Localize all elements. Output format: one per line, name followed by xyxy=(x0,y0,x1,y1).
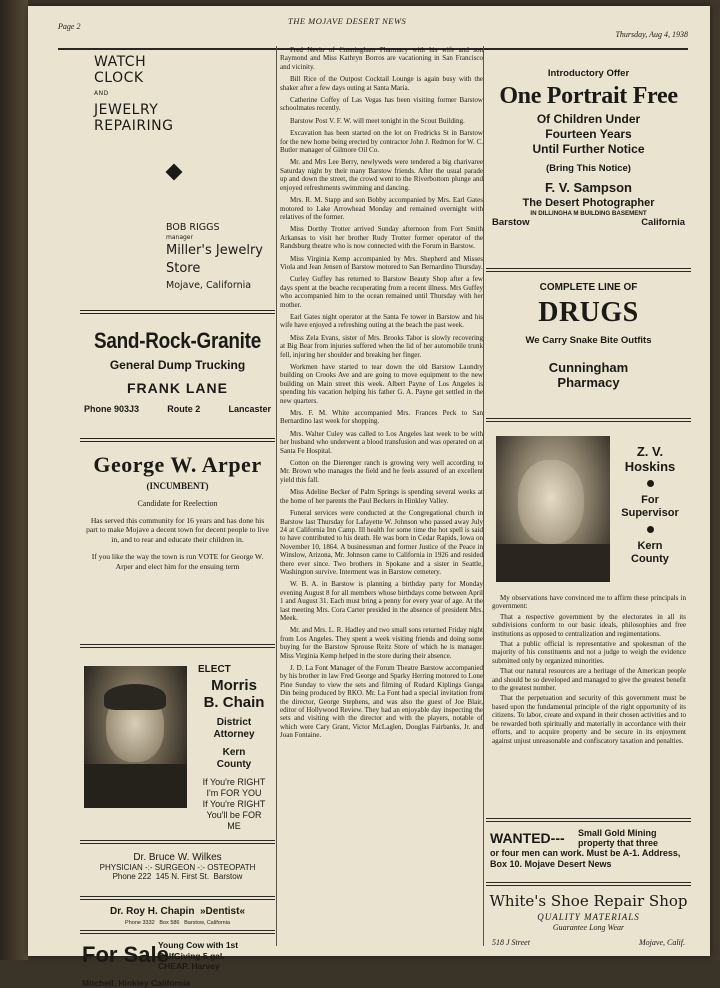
hoskins-platform xyxy=(492,594,686,747)
jewelry-store1: Miller's Jewelry xyxy=(166,243,263,258)
forsale-ad xyxy=(80,930,275,988)
news-item: Bill Rice of the Outpost Cocktail Lounge is again busy with the shaker after a few days outing at Santa Maria. xyxy=(280,75,483,92)
hoskins-office xyxy=(612,494,688,520)
portrait-offer xyxy=(486,112,691,157)
jewelry-store2: Store xyxy=(166,261,201,276)
wilkes-city: Barstow xyxy=(213,872,243,881)
sandrock-route: Route 2 xyxy=(167,404,201,414)
forsale-details xyxy=(158,940,276,972)
portrait-line1: Of Children Under xyxy=(536,112,641,126)
page-number: Page 2 xyxy=(58,22,81,31)
news-item: Cotton on the Dierenger ranch is growing very well according to Mr. Brown who manages the field and he feels assured of an excellent yield this fall. xyxy=(280,459,483,484)
shoe-city: Mojave, Calif. xyxy=(639,938,685,947)
drugs-name1: Cunningham xyxy=(548,360,629,375)
portrait-city: Barstow xyxy=(492,217,530,228)
chain-title2: Attorney xyxy=(213,729,255,740)
portrait-intro: Introductory Offer xyxy=(547,68,630,79)
hoskins-county2: County xyxy=(631,553,669,565)
news-item: Mrs. Walter Culey was called to Los Angeles last week to be with her husband who underwent a blood transfusion and was operated on at Santa Fe Hospital. xyxy=(280,429,483,455)
news-item: Mrs. F. M. White accompanied Mrs. Frances Peck to San Bernardino last week for shopping. xyxy=(280,409,483,426)
wilkes-profession: PHYSICIAN -:- SURGEON -:- OSTEOPATH xyxy=(99,863,256,872)
issue-date: Thursday, Aug 4, 1938 xyxy=(615,30,688,39)
hoskins-p5: That the perpetuation and security of this government must be based upon the fundamental principle of the right opportunity of its citizens. To labor, create and expand in their chosen activities and to be rewarded both spiritually and materially in accordance with their efforts, and to acquire property and be secure in its enjoyment against unjust unreasonable and confiscatory taxation and penalties. xyxy=(492,694,686,745)
bullet-icon xyxy=(647,480,654,487)
shoe-address: 518 J Street xyxy=(492,938,530,947)
jewelry-owner-title: manager xyxy=(166,234,193,241)
arper-ad xyxy=(80,438,275,642)
chapin-city: Barstow, California xyxy=(184,920,230,926)
news-item: Earl Gates night operator at the Santa Fe tower in Barstow and his wife have enjoyed a refreshing outing at the beach the past week. xyxy=(280,312,483,330)
chapin-name: Dr. Roy H. Chapin xyxy=(109,906,195,917)
sandrock-headline: Sand-Rock-Granite xyxy=(93,328,261,353)
hoskins-suit xyxy=(496,544,610,582)
chain-portrait-photo xyxy=(84,666,187,808)
hoskins-county xyxy=(612,540,688,566)
drugs-store xyxy=(486,360,691,390)
news-item: Mr. and Mrs Lee Berry, newlyweds were tendered a big charivaree Saturday night by their many Barstow friends. After the usual parade up and down the street, the crowd went to the Riverbottom plunge and enjoyed refreshments swimming and dancing. xyxy=(280,158,483,192)
shoe-guarantee: Guarantee Long Wear xyxy=(552,923,625,932)
hoskins-p3: That a public official is representative and spokesman of the majority of his constituents and not a judge to weigh the evidence submitted only by organized minorities. xyxy=(492,640,686,665)
sandrock-ad xyxy=(80,310,275,436)
chain-county xyxy=(194,747,274,771)
forsale-line4: Mitchell, Hinkley California xyxy=(82,978,191,988)
jewelry-store-name xyxy=(166,242,263,278)
jewelry-ad xyxy=(80,50,275,304)
hoskins-county1: Kern xyxy=(637,540,663,552)
news-item: Miss Virginia Kemp accompanied by Mrs. Shepherd and Misses Viola and Jean Jensen of Barstow motored to San Bernardino Thursday. xyxy=(280,254,483,271)
news-item: Mrs. R. M. Stapp and son Bobby accompanied by Mrs. Earl Gates motored to Lake Arrowhead Monday and remained overnight with relatives of the former. xyxy=(280,196,483,221)
chain-county1: Kern xyxy=(222,747,246,758)
hoskins-portrait-photo xyxy=(496,436,610,582)
news-item: Curley Guffey has returned to Barstow Beauty Shop after a few days spent at the beache recuperating from a recent illness. Mrs Guffey who accompanied him to the ocean remained until Thursday with her mother. xyxy=(280,275,483,309)
drugs-ad xyxy=(486,268,691,416)
arper-name: George W. Arper xyxy=(93,452,262,477)
jewelry-line3: JEWELRY xyxy=(94,102,159,118)
sandrock-name: FRANK LANE xyxy=(127,380,228,396)
jewelry-ad-lines xyxy=(94,54,174,134)
book-binding xyxy=(0,0,28,960)
chapin-phone: Phone 3332 xyxy=(125,920,155,926)
forsale-line1: Young Cow with 1st xyxy=(158,940,239,950)
newspaper-page xyxy=(28,6,710,988)
news-item: Fred Nevin of Cunningham Pharmacy with his wife and son Raymond and Miss Kathryn Borros are vacationing in San Francisco and vicinity. xyxy=(280,46,483,71)
hoskins-text xyxy=(612,444,688,566)
sandrock-contact xyxy=(80,404,275,414)
wanted-ad xyxy=(486,818,691,878)
shoe-ad xyxy=(486,882,691,984)
portrait-line3: Until Further Notice xyxy=(532,142,645,156)
jewelry-line1: WATCH xyxy=(94,54,147,70)
chain-name xyxy=(194,677,274,711)
paper-name: THE MOJAVE DESERT NEWS xyxy=(288,16,407,26)
portrait-building: IN DILLINGHA M BUILDING BASEMENT xyxy=(530,210,647,217)
news-item: Excavation has been started on the lot on Fredricks St in Barstow for the new home being erected by contractor John J. Redmon for W. C. Butler manager of Gilmore Oil Co. xyxy=(280,129,483,155)
wanted-right: Small Gold Mining property that three xyxy=(578,828,659,848)
news-item: Barstow Post V. F. W. will meet tonight in the Scout Building. xyxy=(290,116,465,125)
hoskins-name2: Hoskins xyxy=(624,459,676,474)
chapin-box: Box 586 xyxy=(159,920,180,926)
bullet-icon xyxy=(647,526,654,533)
news-item: Miss Adeline Becker of Palm Springs is spending several weeks at the home of her parents the Paul Beckers in Hinkley Valley. xyxy=(280,488,483,505)
sandrock-sub: General Dump Trucking xyxy=(109,358,246,372)
drugs-complete: COMPLETE LINE OF xyxy=(539,282,638,293)
page-edge xyxy=(710,0,720,960)
forsale-line3: CHEAP. Harvey xyxy=(158,961,220,971)
sandrock-phone: Phone 903J3 xyxy=(84,404,140,414)
sandrock-town: Lancaster xyxy=(228,404,271,414)
chain-slogan5: ME xyxy=(227,821,241,831)
wilkes-phone: Phone 222 xyxy=(112,872,152,881)
chain-slogan xyxy=(194,777,274,832)
forsale-line2: CalfGiving 5 gal. xyxy=(158,950,225,961)
column-rule-left xyxy=(276,46,277,946)
wilkes-ad xyxy=(80,840,275,892)
arper-para2: If you like the way the town is run VOTE for George W. Arper and elect him for the ensuing term xyxy=(91,552,264,571)
chain-elect: ELECT xyxy=(198,664,231,675)
hoskins-p4: That our natural resources are a heritage of the American people and should be so developed and managed to give the greatest benefit to the greatest number. xyxy=(492,667,686,693)
chain-suit xyxy=(84,764,187,808)
chain-title1: District xyxy=(216,717,252,728)
portrait-line2: Fourteen Years xyxy=(545,127,632,141)
chain-name1: Morris xyxy=(211,677,257,694)
jewelry-city: Mojave, California xyxy=(166,280,252,291)
drugs-sub: We Carry Snake Bite Outfits xyxy=(525,335,652,346)
news-item: Mr. and Mrs. L. R. Hadley and two small sons returned Friday night from Los Angeles. They spent a week visiting friends and doing some buying for the Barstow Sprouse Reitz Store of which he is manager. Miss Virginia Kemp helped in the store during their absence. xyxy=(280,626,483,660)
portrait-ad xyxy=(486,64,691,268)
arper-candidate: Candidate for Reelection xyxy=(137,499,218,508)
jewelry-owner: BOB RIGGS xyxy=(166,222,220,233)
portrait-business: The Desert Photographer xyxy=(522,197,655,209)
news-item: J. D. La Font Manager of the Forum Theatre Barstow accompanied by his brother in law Fred George and Sparky Herring motored to Lone Pine Sunday to view the sets and filming of Rudard Kiplings Gunga Din being produced by RKO. Mr. La Font had a special invitation from the director, George Stephens, and was also the guest of Joe Blair, editor of Hollywood Review. They had an enjoyable day inspecting the sets and visiting with the director and with the players, notable of which were Cary Grant, Victor McLaglen, Douglas Fairbanks, Jr. and Joan Fontaine. xyxy=(280,664,483,740)
chain-title xyxy=(194,717,274,741)
arper-para1: Has served this community for 16 years and has done his part to make Mojave a decent town for decent people to live in, and to rear and educate their children in. xyxy=(86,516,269,544)
chain-name2: B. Chain xyxy=(203,694,265,711)
shoe-name: White's Shoe Repair Shop xyxy=(489,892,688,910)
chain-county2: County xyxy=(216,759,252,770)
news-item: W. B. A. in Barstow is planning a birthday party for Monday evening August 8 for all members whose birthdays come between April 1 and August 31. Each must bring a penny for every year of age. At the last meeting Mrs. Cora Carter presided in the absence of president Mrs. Meek. xyxy=(280,580,483,622)
chain-slogan4: You'll be FOR xyxy=(206,810,262,820)
chapin-heading xyxy=(80,906,275,917)
portrait-name: F. V. Sampson xyxy=(545,180,632,195)
chapin-ad xyxy=(80,896,275,928)
jewelry-line4: REPAIRING xyxy=(94,118,174,134)
news-item: Workmen have started to tear down the old Barstow Laundry building on Crooks Ave and are going to move equipment to the new building on Main street this week. Albert Payne of Los Angeles is spending his vacation helping his father G. A. Payne get settled in the new quarters. xyxy=(280,363,483,405)
portrait-headline: One Portrait Free xyxy=(499,83,678,109)
wilkes-name: Dr. Bruce W. Wilkes xyxy=(133,852,222,863)
chain-slogan1: If You're RIGHT xyxy=(202,777,266,787)
chain-slogan3: If You're RIGHT xyxy=(202,799,266,809)
portrait-bring: (Bring This Notice) xyxy=(546,163,631,174)
chapin-title: »Dentist« xyxy=(200,906,246,917)
wanted-headline: WANTED--- xyxy=(490,830,565,846)
wanted-body: or four men can work. Must be A-1. Address, Box 10. Mojave Desert News xyxy=(490,848,681,869)
jewelry-and: AND xyxy=(94,90,109,97)
chain-slogan2: I'm FOR YOU xyxy=(206,788,262,798)
hoskins-name xyxy=(612,444,688,474)
drugs-name2: Pharmacy xyxy=(557,375,620,390)
news-item: Miss Dorthy Trotter arrived Sunday afternoon from Fort Smith Arkansas to visit her brother Rudy Trotter former operator of the Randsburg theatre who is now connected with the Forum in Barstow. xyxy=(280,225,483,251)
arper-incumbent: (INCUMBENT) xyxy=(146,481,209,491)
wilkes-address: 145 N. First St. xyxy=(155,872,210,881)
chapin-contact xyxy=(80,920,275,926)
drugs-headline: DRUGS xyxy=(538,297,639,328)
chain-ad xyxy=(80,644,275,834)
news-item: Miss Zela Evans, sister of Mrs. Brooks Tabor is slowly recovering at Big Bear from injuries suffered when the lid of her automobile trunk fell, injuring her shoulder and breaking her finger. xyxy=(280,333,483,359)
jewelry-line2: CLOCK xyxy=(94,70,144,86)
hoskins-office-title: Supervisor xyxy=(621,507,679,519)
portrait-location xyxy=(486,217,691,228)
hoskins-face xyxy=(518,460,584,544)
hoskins-for: For xyxy=(641,494,659,506)
masthead xyxy=(58,16,688,50)
hoskins-p1: My observations have convinced me to affirm these principals in government: xyxy=(492,594,686,611)
news-item: Catherine Coffey of Las Vegas has been visiting former Barstow schoolmates recently. xyxy=(280,96,483,113)
hoskins-p2: That a respective government by the electorates in all its subdivisions conform to our basic ideals, philosophies and free institutions as opposed to centralization and regimentations. xyxy=(492,612,686,638)
shoe-address-row xyxy=(486,938,691,947)
portrait-state: California xyxy=(641,217,685,228)
hoskins-ad xyxy=(486,418,691,816)
chain-hair xyxy=(104,684,166,710)
diamond-icon xyxy=(166,164,183,181)
news-column xyxy=(280,46,483,744)
hoskins-name1: Z. V. xyxy=(636,444,664,459)
chain-text xyxy=(194,664,274,832)
column-rule-right xyxy=(483,46,484,946)
news-item: Funeral services were conducted at the Congregational church in Barstow last Thursday for Lafayette W. Johnson who passed away July 24 at California Inn Camp. Ill health for some time the hot spell is said to have contributed to his death. He was born in Cedar Rapids, Iowa on November 10, 1864. A businessman and former Justice of the Peace in Winslow, Arizona, Mr. Johnson came to California in 1926 and resided there ever since. Two brothers in Spokane and a sister in Seattle, Washington survive. Interment was in Barstow cemetery. xyxy=(280,509,483,576)
forsale-headline: For Sale xyxy=(82,942,169,967)
shoe-quality: QUALITY MATERIALS xyxy=(537,912,640,922)
wilkes-contact xyxy=(80,872,275,881)
